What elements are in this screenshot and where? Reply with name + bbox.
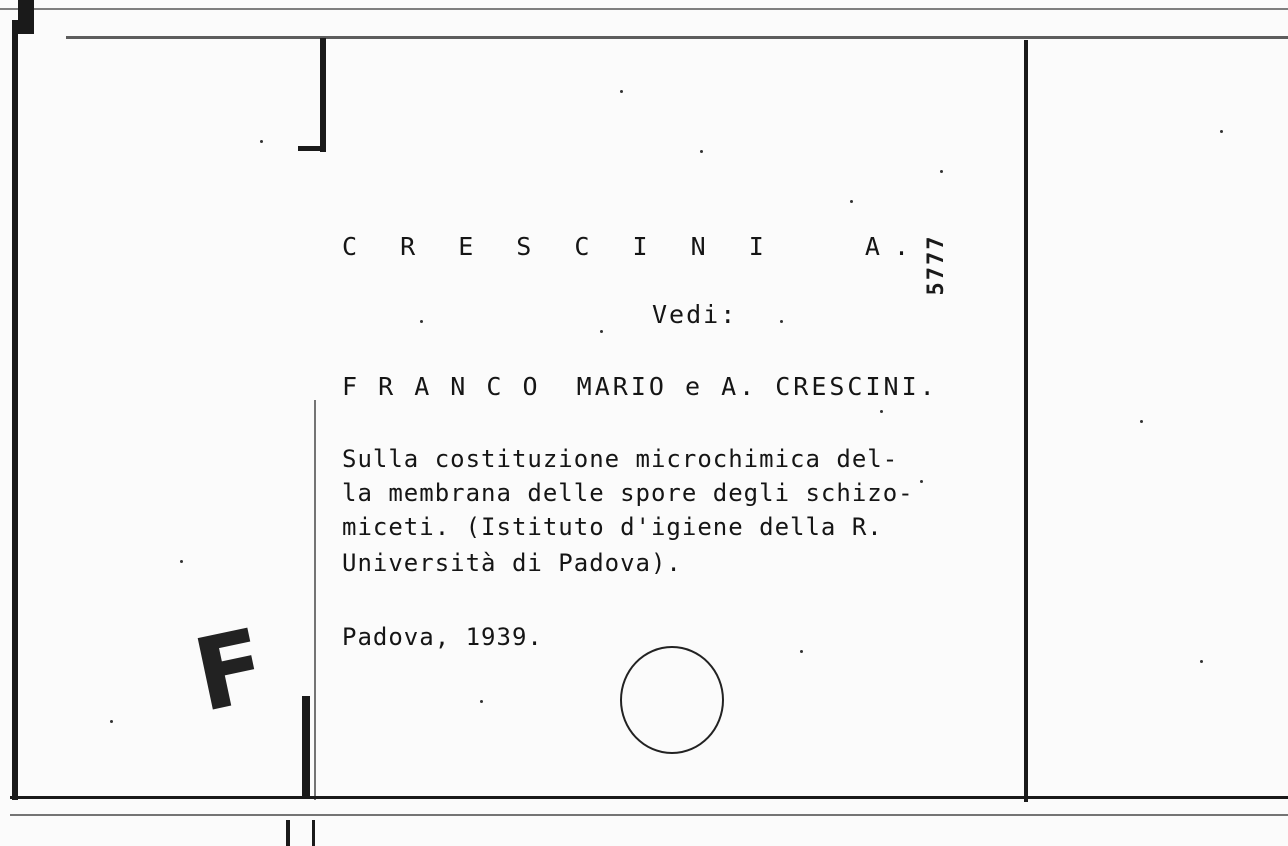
card-left-edge (314, 400, 316, 800)
scan-speckle (620, 90, 623, 93)
scan-speckle (1220, 130, 1223, 133)
catalog-number: 5777 (923, 234, 949, 296)
stamp-letter: F (184, 606, 276, 735)
scan-speckle (1140, 420, 1143, 423)
scan-speckle (600, 330, 603, 333)
title-line-1: Sulla costituzione microchimica del- (342, 445, 899, 473)
scan-speckle (260, 140, 263, 143)
title-line-3: miceti. (Istituto d'igiene della R. (342, 513, 883, 541)
card-top-left-edge (320, 38, 326, 152)
left-corner-mark (18, 0, 34, 34)
bottom-tick-mark (286, 820, 290, 846)
bottom-scan-line (10, 814, 1288, 816)
card-bottom-left-edge (302, 696, 310, 796)
scan-speckle (940, 170, 943, 173)
place-year: Padova, 1939. (342, 623, 543, 651)
scan-speckle (880, 410, 883, 413)
scan-speckle (780, 320, 783, 323)
bottom-tick-mark-2 (312, 820, 315, 846)
top-edge-line (0, 8, 1288, 10)
scan-speckle (480, 700, 483, 703)
bottom-card-line (10, 796, 1288, 799)
scan-speckle (920, 480, 923, 483)
title-line-2: la membrana delle spore degli schizo- (342, 479, 914, 507)
scan-speckle (1200, 660, 1203, 663)
left-border-line (12, 20, 18, 800)
title-line-4: Università di Padova). (342, 549, 682, 577)
card-top-left-foot (298, 146, 326, 151)
scan-speckle (850, 200, 853, 203)
authors-line: F R A N C O MARIO e A. CRESCINI. (342, 372, 938, 401)
see-also-label: Vedi: (652, 300, 738, 329)
top-card-line (66, 36, 1288, 39)
scan-speckle (180, 560, 183, 563)
card-right-edge (1024, 40, 1028, 802)
scan-speckle (800, 650, 803, 653)
scan-speckle (110, 720, 113, 723)
punch-hole-circle (620, 646, 724, 754)
scan-speckle (420, 320, 423, 323)
author-heading: C R E S C I N I A. (342, 232, 924, 261)
scan-speckle (700, 150, 703, 153)
